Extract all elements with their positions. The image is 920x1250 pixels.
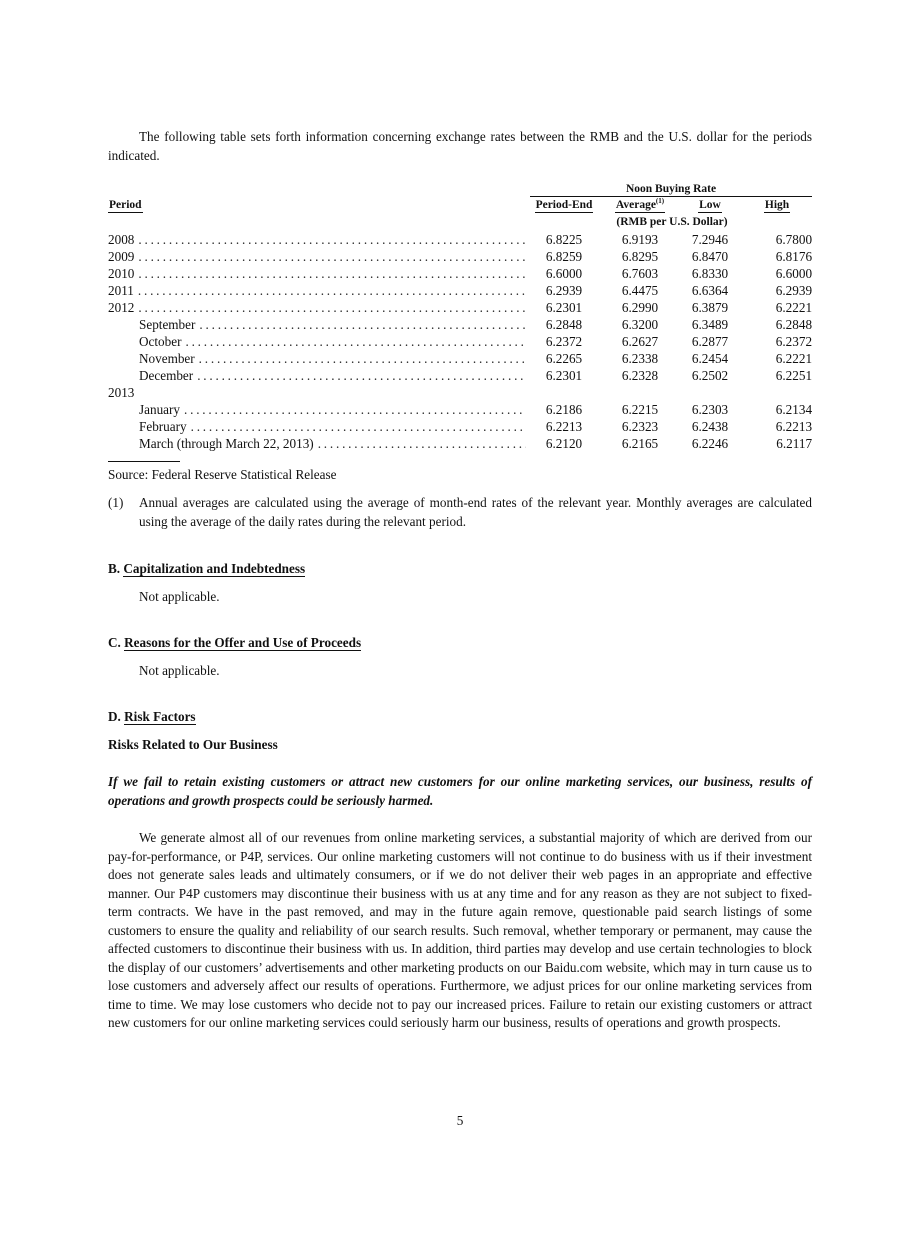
cell-average: 6.2338 [621,351,659,366]
cell-average: 6.2328 [621,368,659,383]
table-row [108,299,812,316]
cell-low: 6.6364 [691,283,729,298]
dot-leader [199,350,526,367]
cell-low: 6.3489 [691,317,729,332]
units-label: (RMB per U.S. Dollar) [616,216,728,228]
section-c-heading: C. Reasons for the Offer and Use of Proceeds [108,635,362,650]
table-row [108,435,812,452]
section-b-heading: B. Capitalization and Indebtedness [108,561,306,576]
dot-leader [199,316,526,333]
cell-low: 6.2303 [691,402,729,417]
cell-low: 6.8470 [691,249,729,264]
group-header-text: Noon Buying Rate [530,182,812,197]
cell-average: 6.3200 [621,317,659,332]
col-header-period-end: Period-End [535,199,593,211]
dot-leader [138,265,526,282]
table-units-row [108,214,812,231]
intro-paragraph [108,128,812,165]
row-label: December [139,368,194,383]
cell-low [678,384,742,401]
cell-average: 6.2215 [621,402,659,417]
row-label: January [139,402,181,417]
cell-high: 6.2221 [775,351,813,366]
row-label: March (through March 22, 2013) [139,436,314,451]
cell-high: 6.2117 [776,436,813,451]
risk-factor-paragraph [108,829,812,1033]
cell-average: 6.7603 [621,266,659,281]
col-header-period: Period [109,199,142,211]
cell-low: 6.2502 [691,368,729,383]
section-c-body: Not applicable. [139,663,220,678]
cell-average: 6.9193 [621,232,659,247]
table-row [108,384,812,401]
row-label-cell [108,282,526,299]
table-row [108,231,812,248]
risk-factor-title: If we fail to retain existing customers or attract new customers for our online marketing services, our business, results of operations and growth prospects could be seriously harmed. [108,774,812,808]
row-label-cell [108,418,526,435]
intro-text: The following table sets forth information concerning exchange rates between the RMB and the U.S. dollar for the periods indicated. [108,129,812,163]
table-row [108,418,812,435]
average-footnote-mark: (1) [655,197,665,206]
row-label-cell [108,367,526,384]
cell-period-end: 6.8259 [545,249,583,264]
cell-average: 6.4475 [621,283,659,298]
row-label-cell [108,401,526,418]
dot-leader [138,282,526,299]
footnote-text: Annual averages are calculated using the average of month-end rates of the relevant year. Monthly averages are calculated using the average of the daily rates during the relevant period. [139,495,812,529]
col-header-high: High [764,199,790,211]
cell-high: 6.6000 [775,266,813,281]
cell-average: 6.2990 [621,300,659,315]
table-body [108,231,812,452]
table-row [108,265,812,282]
section-c-title: Reasons for the Offer and Use of Proceeds [124,635,362,650]
cell-average: 6.8295 [621,249,659,264]
row-label: October [139,334,182,349]
exchange-rate-table [108,180,812,452]
row-label: November [139,351,195,366]
cell-period-end: 6.2848 [545,317,583,332]
cell-high: 6.2213 [775,419,813,434]
cell-low: 6.2246 [691,436,729,451]
row-label-cell [108,299,526,316]
cell-period-end: 6.2265 [545,351,583,366]
footnote-mark: (1) [108,495,124,510]
cell-low: 6.3879 [691,300,729,315]
row-label-cell [108,265,526,282]
table-group-header-row [108,180,812,197]
row-label-cell [108,384,526,401]
row-label-cell [108,435,526,452]
col-header-average: Average$^{(1)}$ [615,197,665,211]
row-label: 2011 [108,283,134,298]
row-label: 2009 [108,249,135,264]
risk-factor-text: We generate almost all of our revenues from online marketing services, a substantial majority of which are derived from our pay-for-performance, or P4P, services. Our online marketing customers will not continue to do business with us if their investment does not generate sales leads and ultimately consumers, or if we do not deliver their web pages in an appropriate and effective manner. Our P4P customers may discontinue their business with us at any time and for any reason as they are not subject to fixed-term contracts. We have in the past removed, and may in the future again remove, questionable paid search listings of some customers to ensure the quality and reliability of our search results. Such removal, whether temporary or permanent, may cause the affected customers to discontinue their business with us. In addition, third parties may develop and use certain technologies to block the display of our customers’ advertisements and other marketing products on our Baidu.com website, which may in turn cause us to lose customers and adversely affect our results of operations. Furthermore, we adjust prices for our online marketing services from time to time. We may lose customers who decide not to pay our increased prices. Failure to retain our existing customers or attract new customers for our online marketing services could seriously harm our business, results of operations and growth prospects. [108,830,812,1030]
cell-period-end: 6.8225 [545,232,583,247]
cell-high: 6.2221 [775,300,813,315]
dot-leader [185,333,526,350]
row-label: September [139,317,196,332]
table-row [108,316,812,333]
row-label: February [139,419,187,434]
cell-period-end: 6.6000 [545,266,583,281]
dot-leader [138,299,526,316]
cell-low: 6.2877 [691,334,729,349]
dot-leader [191,418,526,435]
row-label: 2012 [108,300,135,315]
cell-average: 6.2627 [621,334,659,349]
row-label: 2010 [108,266,135,281]
cell-average: 6.2323 [621,419,659,434]
cell-high [742,384,812,401]
cell-high: 6.2848 [775,317,813,332]
cell-high: 6.2251 [775,368,813,383]
footnote [108,494,812,531]
cell-high: 6.7800 [775,232,813,247]
section-b-title: Capitalization and Indebtedness [123,561,306,576]
cell-low: 6.2438 [691,419,729,434]
risks-subheading: Risks Related to Our Business [108,737,278,752]
cell-high: 6.8176 [775,249,813,264]
row-label-cell [108,316,526,333]
row-label-cell [108,248,526,265]
table-row [108,282,812,299]
table-column-header-row [108,197,812,214]
cell-high: 6.2134 [775,402,813,417]
section-d-title: Risk Factors [124,709,196,724]
table-row [108,350,812,367]
source-note: Source: Federal Reserve Statistical Release [108,467,337,482]
section-b-body: Not applicable. [139,589,220,604]
row-label: 2008 [108,232,135,247]
cell-average [602,384,678,401]
cell-low: 6.8330 [691,266,729,281]
cell-period-end: 6.2301 [545,368,583,383]
cell-period-end: 6.2213 [545,419,583,434]
row-label: 2013 [108,385,135,400]
section-d-heading: D. Risk Factors [108,709,196,724]
cell-low: 7.2946 [691,232,729,247]
cell-period-end: 6.2939 [545,283,583,298]
cell-average: 6.2165 [621,436,659,451]
dot-leader [318,435,526,452]
cell-high: 6.2372 [775,334,813,349]
dot-leader [184,401,526,418]
dot-leader [197,367,526,384]
cell-period-end: 6.2372 [545,334,583,349]
table-row [108,248,812,265]
dot-leader [138,248,526,265]
table-row [108,367,812,384]
row-label-cell [108,350,526,367]
table-row [108,333,812,350]
group-header [526,180,812,197]
cell-period-end: 6.2120 [545,436,583,451]
dot-leader [138,231,526,248]
footnote-rule [108,461,180,462]
cell-period-end [526,384,602,401]
cell-period-end: 6.2301 [545,300,583,315]
row-label-cell [108,231,526,248]
cell-low: 6.2454 [691,351,729,366]
col-header-low: Low [699,199,721,211]
cell-period-end: 6.2186 [545,402,583,417]
row-label-cell [108,333,526,350]
table-row [108,401,812,418]
page-number: 5 [456,1113,464,1128]
cell-high: 6.2939 [775,283,813,298]
